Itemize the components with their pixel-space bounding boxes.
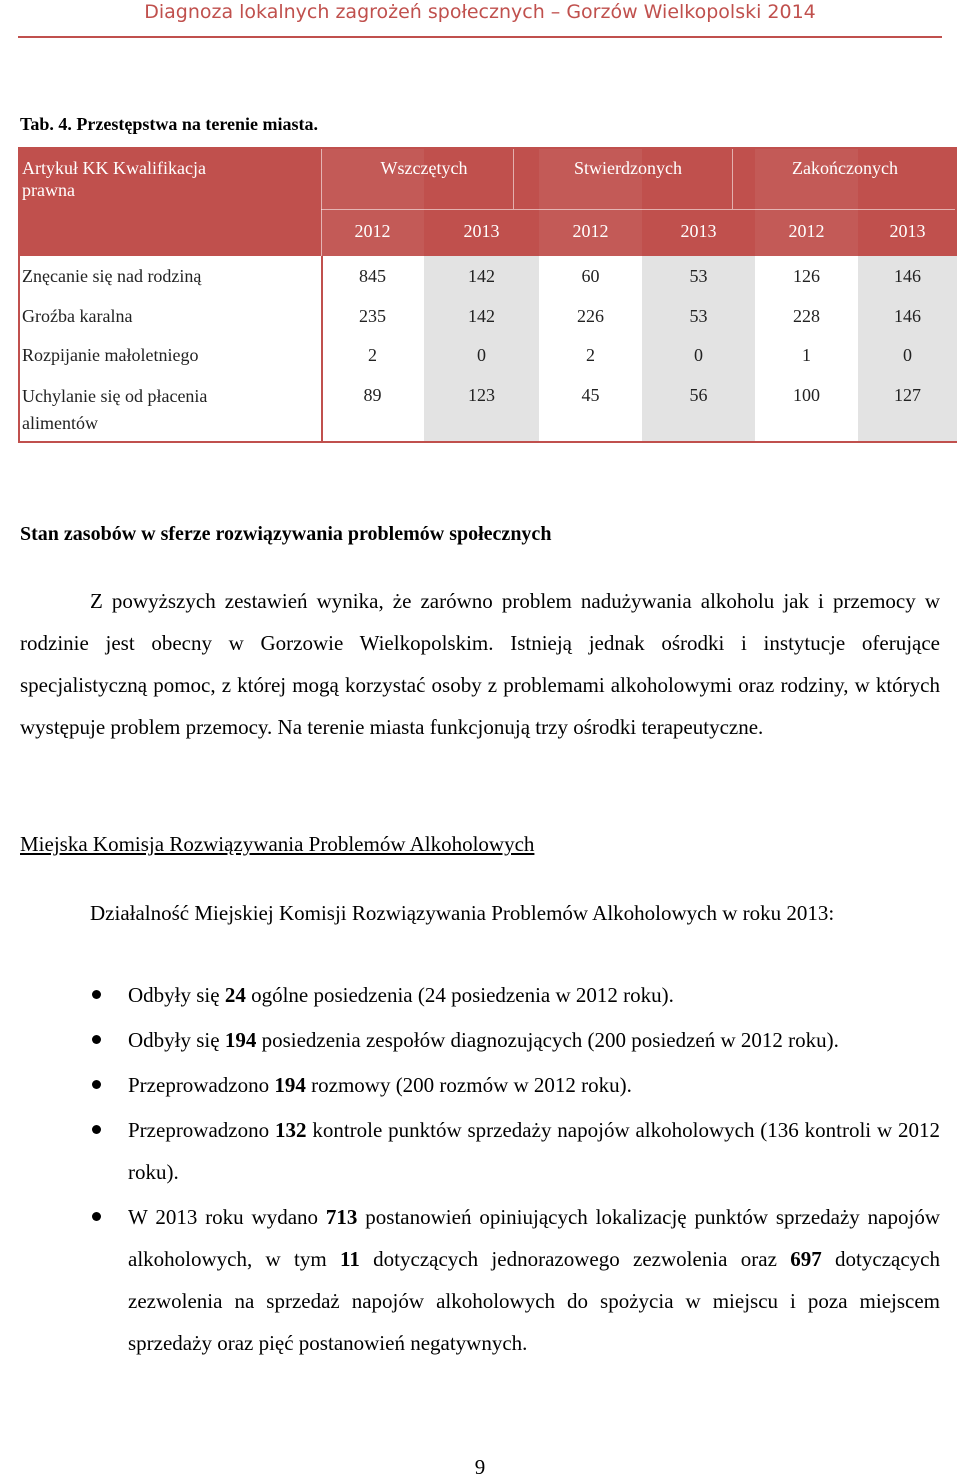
row-label: Rozpijanie małoletniego: [22, 345, 199, 365]
crimes-table: [18, 147, 957, 443]
list-item: Odbyły się 194 posiedzenia zespołów diagnozujących (200 posiedzeń w 2012 roku).: [20, 1019, 940, 1061]
header-group-confirmed: Stwierdzonych: [574, 158, 682, 178]
list-item: W 2013 roku wydano 713 postanowień opiniujących lokalizację punktów sprzedaży napojów alkoholowych, w tym 11 dotyczących jednorazowego zezwolenia oraz 697 dotyczących zezwolenia na sprzedaż napojów alkoholowych do spożycia w miejscu i poza miejscem sprzedaży oraz pięć postanowień negatywnych.: [20, 1196, 940, 1364]
table-cell: 53: [689, 266, 708, 286]
table-cell: 142: [468, 266, 495, 286]
section-paragraph: [20, 580, 940, 748]
header-year: 2012: [572, 221, 609, 241]
list-item: Przeprowadzono 132 kontrole punktów sprzedaży napojów alkoholowych (136 kontroli w 2012 roku).: [20, 1109, 940, 1193]
table-cell: 228: [793, 306, 820, 326]
paragraph-text: Z powyższych zestawień wynika, że zarówno problem nadużywania alkoholu jak i przemocy w rodzinie jest obecny w Gorzowie Wielkopolskim. Istnieją jednak ośrodki i instytucje oferujące specjalistyczną pomoc, z której mogą korzystać osoby z problemami alkoholowymi oraz rodziny, w których występuje problem przemocy. Na terenie miasta funkcjonują trzy ośrodki terapeutyczne.: [20, 589, 940, 739]
table-cell: 0: [694, 345, 703, 365]
running-header: Diagnoza lokalnych zagrożeń społecznych – Gorzów Wielkopolski 2014: [144, 1, 816, 23]
table-cell: 2: [368, 345, 377, 365]
table-cell: 100: [793, 385, 820, 405]
header-year: 2013: [463, 221, 500, 241]
section-heading: Stan zasobów w sferze rozwiązywania problemów społecznych: [20, 523, 552, 545]
row-label: Uchylanie się od płacenia alimentów: [22, 386, 208, 433]
table-cell: 123: [468, 385, 495, 405]
header-year: 2013: [680, 221, 717, 241]
table-cell: 146: [894, 306, 921, 326]
header-year: 2012: [354, 221, 391, 241]
commission-heading: Miejska Komisja Rozwiązywania Problemów Alkoholowych: [20, 832, 535, 856]
table-cell: 60: [581, 266, 600, 286]
activity-list: [20, 974, 940, 1367]
header-group-completed: Zakończonych: [792, 158, 898, 178]
activity-intro-text: Działalność Miejskiej Komisji Rozwiązywania Problemów Alkoholowych w roku 2013:: [90, 901, 835, 925]
table-cell: 126: [793, 266, 820, 286]
page-number: 9: [474, 1455, 486, 1479]
row-label: Groźba karalna: [22, 306, 133, 326]
bullet-icon: [92, 1125, 101, 1134]
header-rule: [18, 36, 942, 38]
table-cell: 845: [359, 266, 386, 286]
bullet-icon: [92, 1035, 101, 1044]
table-cell: 146: [894, 266, 921, 286]
table-cell: 127: [894, 385, 921, 405]
table-caption: Tab. 4. Przestępstwa na terenie miasta.: [20, 114, 318, 134]
header-article: Artykuł KK Kwalifikacja prawna: [22, 158, 206, 200]
bullet-icon: [92, 990, 101, 999]
header-group-initiated: Wszczętych: [380, 158, 468, 178]
table-cell: 56: [689, 385, 708, 405]
list-item: Odbyły się 24 ogólne posiedzenia (24 posiedzenia w 2012 roku).: [20, 974, 940, 1016]
table-cell: 226: [577, 306, 604, 326]
row-label: Znęcanie się nad rodziną: [22, 266, 202, 286]
table-cell: 2: [586, 345, 595, 365]
table-header: [20, 149, 955, 256]
table-cell: 142: [468, 306, 495, 326]
table-cell: 0: [903, 345, 912, 365]
header-year: 2013: [889, 221, 926, 241]
table-cell: 45: [581, 385, 600, 405]
header-year: 2012: [788, 221, 825, 241]
table-cell: 1: [802, 345, 811, 365]
bullet-icon: [92, 1212, 101, 1221]
table-cell: 235: [359, 306, 386, 326]
activity-intro: [20, 892, 940, 934]
bullet-icon: [92, 1080, 101, 1089]
table-cell: 53: [689, 306, 708, 326]
table-cell: 89: [363, 385, 382, 405]
list-item: Przeprowadzono 194 rozmowy (200 rozmów w 2012 roku).: [20, 1064, 940, 1106]
table-cell: 0: [477, 345, 486, 365]
